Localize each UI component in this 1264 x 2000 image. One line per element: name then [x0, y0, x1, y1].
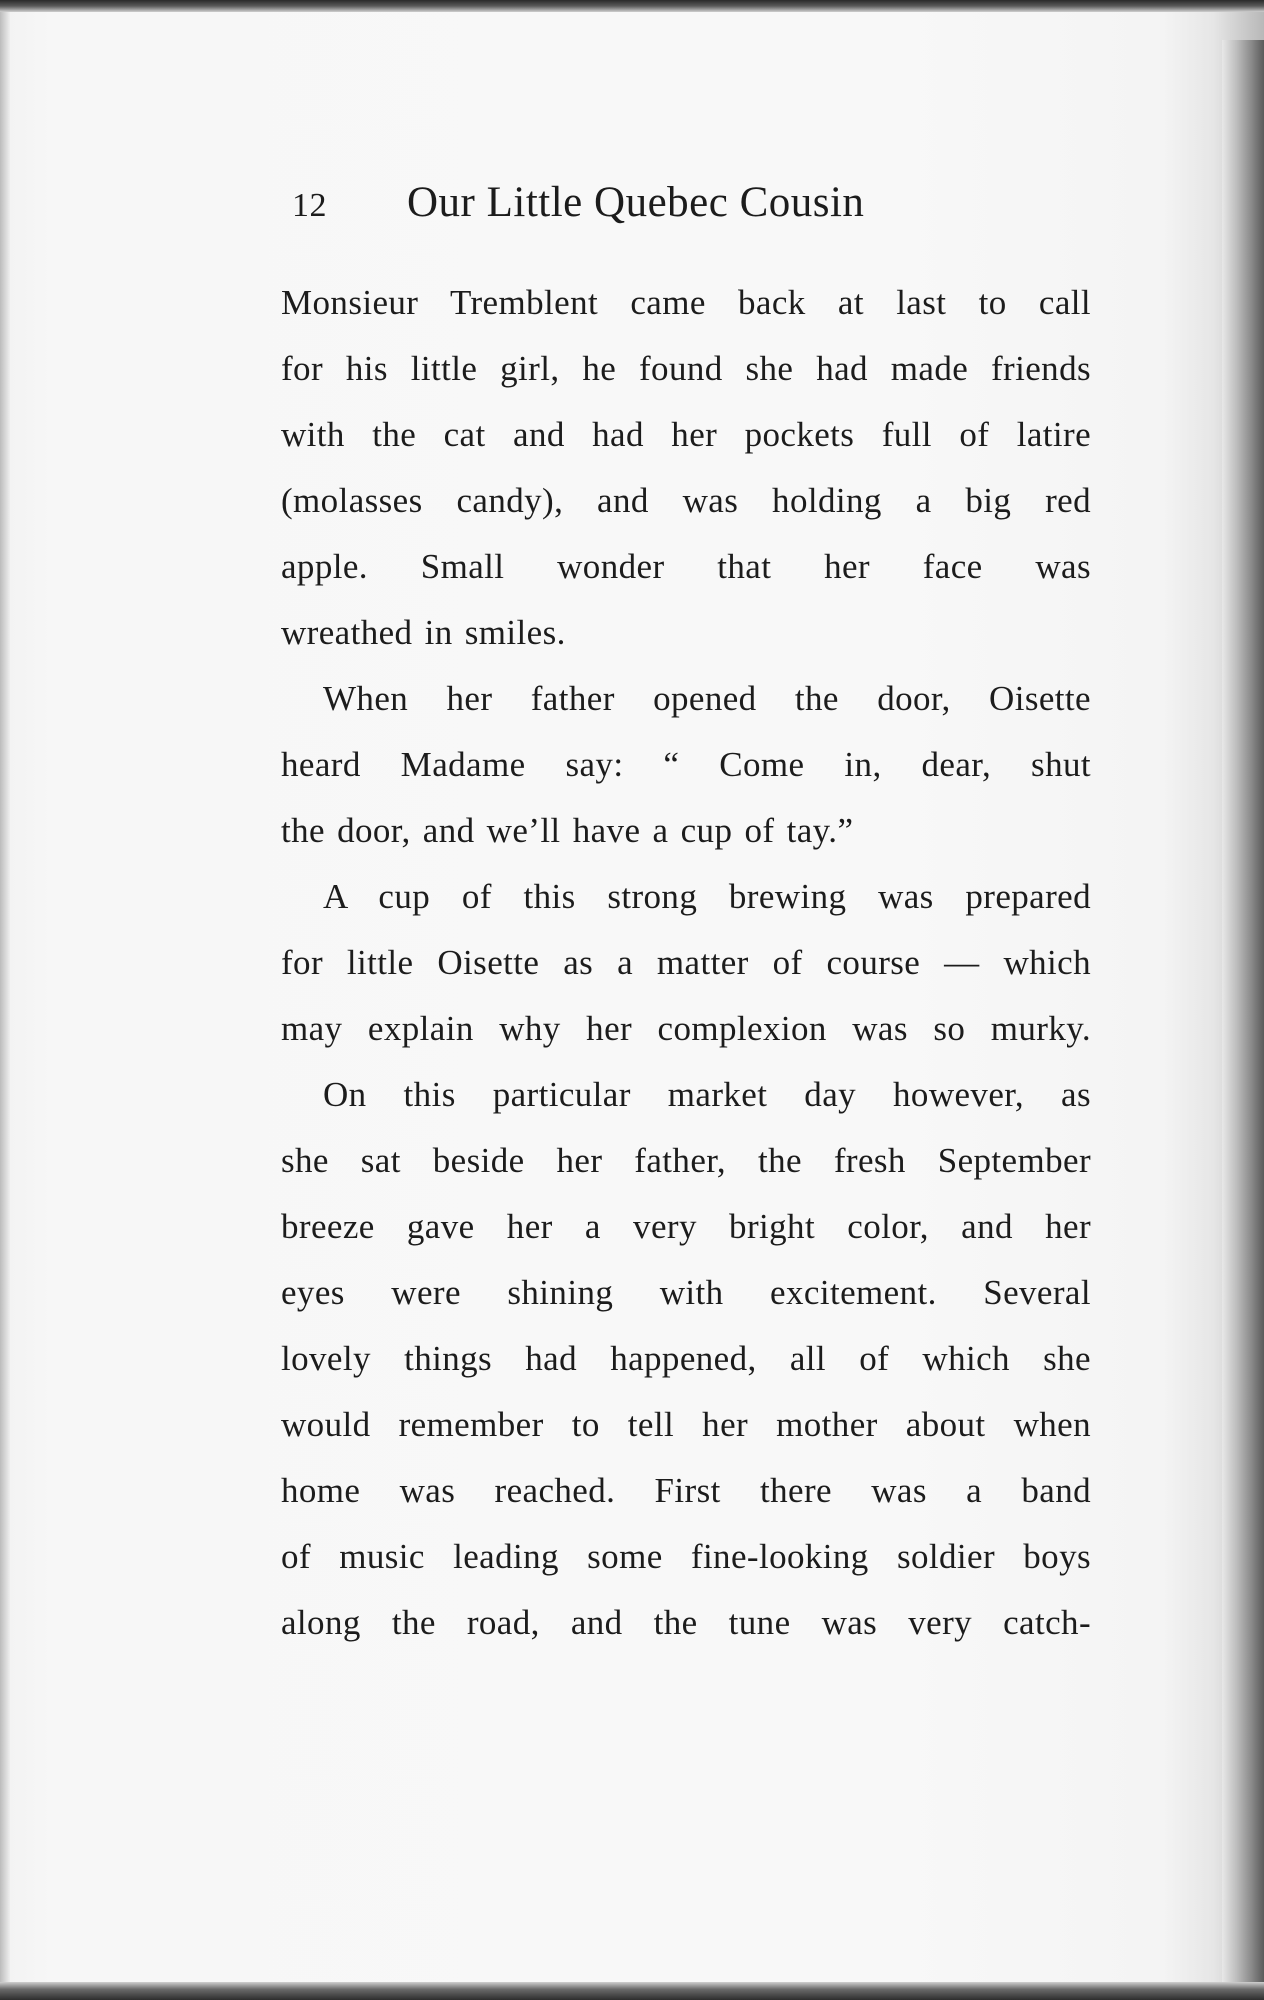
paragraph	[281, 270, 1091, 666]
text-line: the door, and we’ll have a cup of tay.”	[281, 811, 854, 850]
paragraph	[281, 864, 1091, 1062]
text-line: with the cat and had her pockets full of latire	[281, 415, 1091, 454]
text-line: Monsieur Tremblent came back at last to call	[281, 283, 1091, 322]
text-line: along the road, and the tune was very catch-	[281, 1603, 1091, 1642]
text-line: A cup of this strong brewing was prepared	[323, 877, 1091, 916]
text-line: On this particular market day however, as	[323, 1075, 1091, 1114]
page-number: 12	[292, 187, 327, 224]
text-line: eyes were shining with excitement. Several	[281, 1273, 1091, 1312]
text-line: heard Madame say: “ Come in, dear, shut	[281, 745, 1091, 784]
text-line: wreathed in smiles.	[281, 613, 566, 652]
text-line: she sat beside her father, the fresh September	[281, 1141, 1091, 1180]
text-line: may explain why her complexion was so murky.	[281, 1009, 1091, 1048]
paragraph	[281, 666, 1091, 864]
text-line: breeze gave her a very bright color, and her	[281, 1207, 1091, 1246]
body-text	[281, 270, 1091, 1656]
text-line: apple. Small wonder that her face was	[281, 547, 1091, 586]
text-line: for his little girl, he found she had made friends	[281, 349, 1091, 388]
text-line: (molasses candy), and was holding a big red	[281, 481, 1091, 520]
running-title: Our Little Quebec Cousin	[407, 179, 865, 226]
text-line: When her father opened the door, Oisette	[323, 679, 1091, 718]
paragraph	[281, 1062, 1091, 1656]
text-line: for little Oisette as a matter of course — which	[281, 943, 1091, 982]
text-line: home was reached. First there was a band	[281, 1471, 1091, 1510]
text-line: of music leading some fine-looking soldier boys	[281, 1537, 1091, 1576]
running-head	[292, 178, 992, 227]
text-line: would remember to tell her mother about when	[281, 1405, 1091, 1444]
text-line: lovely things had happened, all of which she	[281, 1339, 1091, 1378]
